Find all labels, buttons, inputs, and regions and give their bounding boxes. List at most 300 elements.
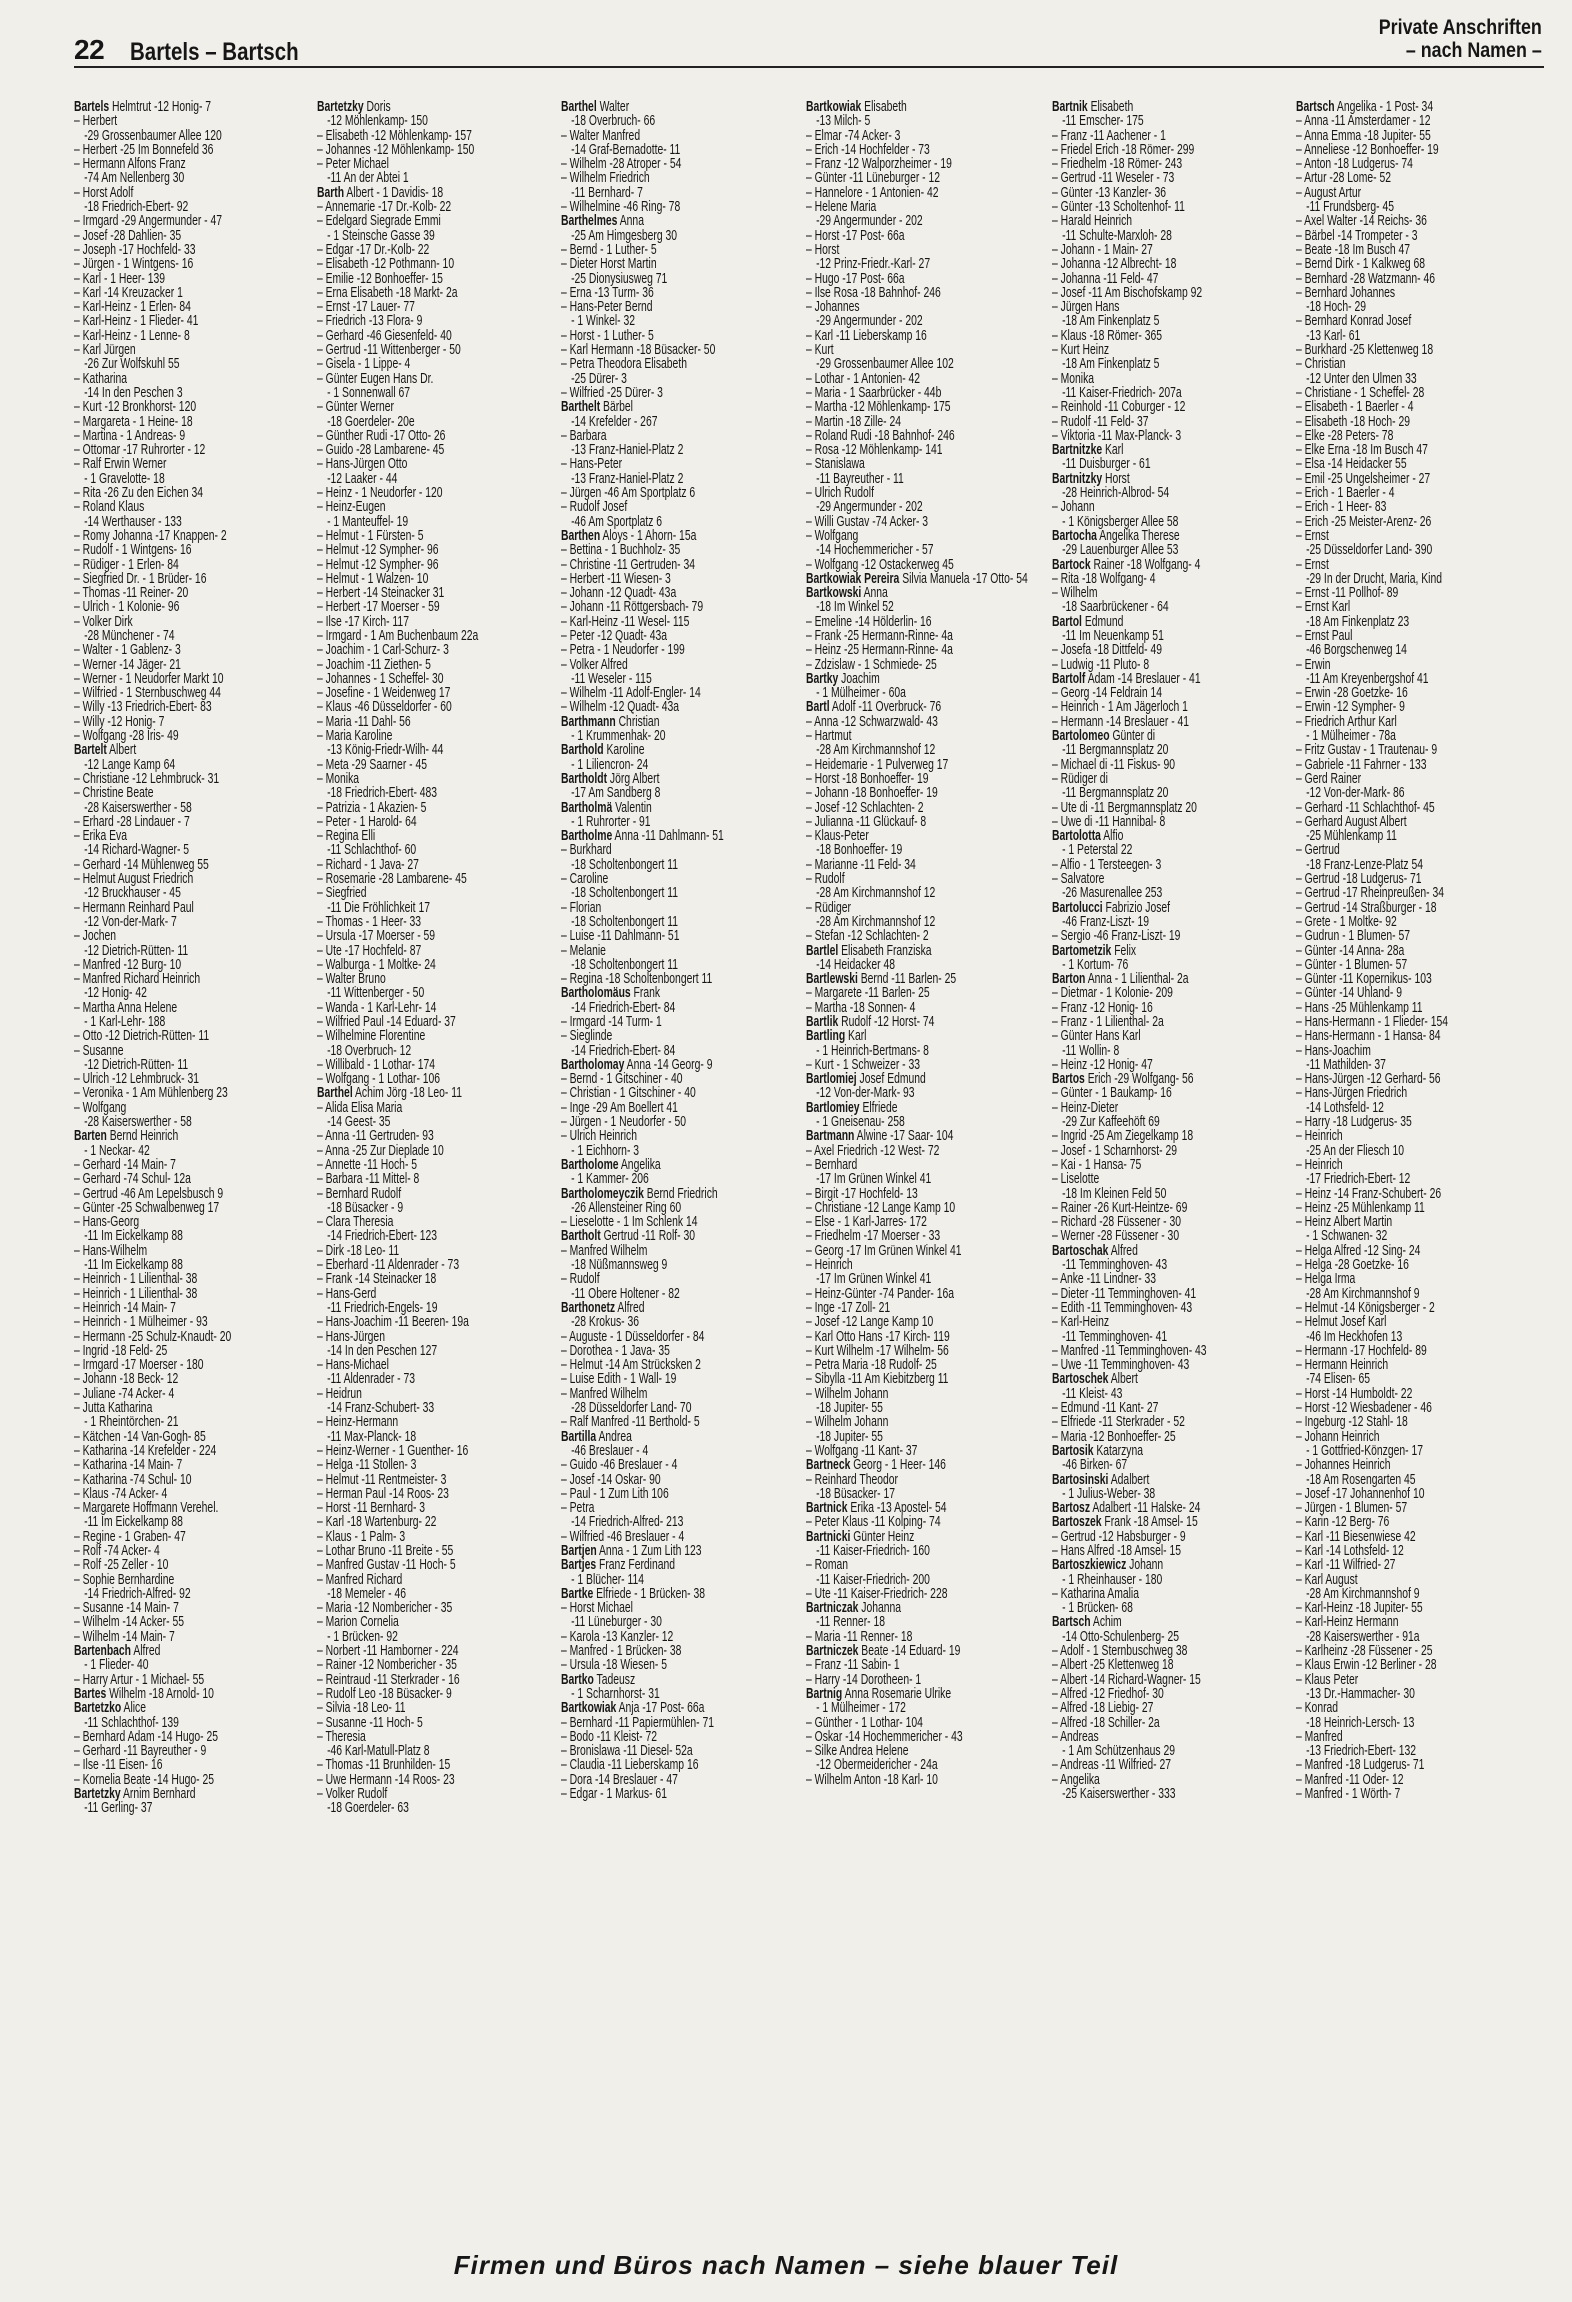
listing-entry: – Horst -14 Humboldt- 22 (1296, 1385, 1413, 1402)
listing-entry: – Guido -46 Breslauer - 4 (561, 1457, 678, 1474)
listing-entry: – Franz -12 Honig- 16 (1052, 999, 1153, 1016)
surname: Barthmann (561, 713, 616, 730)
listing-entry: – Rudolf - 1 Wintgens- 16 (74, 542, 192, 559)
address-line: -18 Hoch- 29 (1306, 299, 1366, 316)
listing-entry: – Heinz -25 Hermann-Rinne- 4a (806, 642, 953, 659)
listing-entry: – Frank -25 Hermann-Rinne- 4a (806, 627, 953, 644)
address-line: -28 Heinrich-Albrod- 54 (1062, 485, 1170, 502)
surname: Bartkowiak (806, 100, 862, 115)
listing-entry: – Georg -14 Feldrain 14 (1052, 685, 1163, 702)
surname: Barthel (317, 1085, 353, 1102)
listing-entry: – Heinrich - 1 Lilienthal- 38 (74, 1271, 198, 1288)
listing-entry: – Katharina -14 Main- 7 (74, 1457, 183, 1474)
listing-entry: – Eberhard -11 Aldenrader - 73 (317, 1257, 460, 1274)
listing-entry: – Ursula -17 Moerser - 59 (317, 928, 436, 945)
address-line: -11 Die Fröhlichkeit 17 (327, 899, 430, 916)
surname-entry (317, 186, 562, 200)
address-line: - 1 Winkel- 32 (571, 313, 636, 330)
listing-entry: – Gisela - 1 Lippe- 4 (317, 356, 411, 373)
address-line: -29 Angermunder - 202 (816, 313, 923, 330)
listing-entry: – Wilhelm -14 Acker- 55 (74, 1614, 184, 1631)
listing-entry: – Karlheinz -28 Füssener - 25 (1296, 1643, 1433, 1660)
listing-entry: – Irmgard -29 Angermunder - 47 (74, 213, 223, 230)
listing-entry: – Josef -12 Lange Kamp 10 (806, 1314, 934, 1331)
entry-text: Adolf -11 Overbruck- 76 (831, 699, 942, 716)
address-line: -14 In den Peschen 3 (84, 384, 183, 401)
listing-entry: – Johannes Heinrich (1296, 1457, 1391, 1474)
address-line: -17 Im Grünen Winkel 41 (816, 1271, 932, 1288)
address-line: -12 Honig- 42 (84, 985, 147, 1002)
address-line: -11 Schlachthof- 60 (327, 842, 417, 859)
listing-entry: – Irmgard -17 Moerser - 180 (74, 1357, 204, 1374)
listing-entry: – Sieglinde (561, 1028, 613, 1045)
surname: Bartosinski (1052, 1471, 1109, 1488)
address-line: -18 Am Rosengarten 45 (1306, 1471, 1416, 1488)
listing-entry: – Silvia -18 Leo- 11 (317, 1700, 406, 1717)
address-line: -11 Weseler - 115 (571, 670, 652, 687)
entry-text: Johann (1129, 1557, 1164, 1574)
address-line: -28 Am Kirchmannshof 12 (816, 913, 936, 930)
entry-text: Angelika - 1 Post- 34 (1336, 100, 1434, 115)
listing-entry: – Else - 1 Karl-Jarres- 172 (806, 1214, 927, 1231)
listing-entry: – Burkhard (561, 842, 612, 859)
listing-entry: – Sergio -46 Franz-Liszt- 19 (1052, 928, 1181, 945)
listing-entry: – Dorothea - 1 Java- 35 (561, 1342, 670, 1359)
listing-entry: – Jochen (74, 928, 117, 945)
listing-entry: – August Artur (1296, 184, 1362, 201)
surname: Bartling (806, 1028, 846, 1045)
entry-text: Erich -29 Wolfgang- 56 (1087, 1071, 1194, 1088)
listing-entry: – Heinrich - 1 Am Jägerloch 1 (1052, 699, 1188, 716)
surname: Bartjes (561, 1557, 597, 1574)
address-line: -29 Angermunder - 202 (816, 499, 923, 516)
listing-entry: – Julianna -11 Glückauf- 8 (806, 813, 927, 830)
listing-entry: – Wolfgang (74, 1099, 127, 1116)
listing-entry: – Grete - 1 Moltke- 92 (1296, 913, 1397, 930)
surname-entry (1052, 100, 1297, 114)
address-line: -12 Dietrich-Rütten- 11 (84, 1056, 189, 1073)
address-line: - 1 Julius-Weber- 38 (1062, 1485, 1156, 1502)
listing-entry: – Johann -12 Quadt- 43a (561, 585, 677, 602)
surname-entry (806, 1644, 1051, 1658)
listing-entry: – Susanne (74, 1042, 124, 1059)
entry-text: Wilhelm -18 Arnold- 10 (109, 1685, 214, 1702)
listing-entry: – Salvatore (1052, 871, 1105, 888)
listing-entry: – Karl-Heinz Hermann (1296, 1614, 1399, 1631)
listing-entry: – Herbert -14 Steinacker 31 (317, 585, 445, 602)
listing-entry: – Erika Eva (74, 828, 127, 845)
listing-entry: – Herbert -25 Im Bonnefeld 36 (74, 141, 214, 158)
address-line: -13 Karl- 61 (1306, 327, 1361, 344)
listing-entry: – Kurt (806, 342, 834, 359)
listing-entry: – Jürgen Hans (1052, 299, 1120, 316)
entry-text: Albert - 1 Davidis- 18 (346, 184, 444, 201)
address-line: -28 Am Kirchmannshof 9 (1306, 1585, 1420, 1602)
listing-entry: – Hans Alfred -18 Amsel- 15 (1052, 1542, 1182, 1559)
listing-entry: – Johann -18 Bonhoeffer- 19 (806, 785, 938, 802)
surname-entry (561, 829, 806, 843)
listing-entry: – Helene Maria (806, 199, 877, 216)
address-line: -11 Bernhard- 7 (571, 184, 643, 201)
listing-entry: – Karl -11 Biesenwiese 42 (1296, 1528, 1416, 1545)
entry-text: Franz Ferdinand (599, 1557, 676, 1574)
listing-entry: – Patrizia - 1 Akazien- 5 (317, 799, 427, 816)
listing-entry: – Wilfried Paul -14 Eduard- 37 (317, 1014, 456, 1030)
surname: Bartes (74, 1685, 107, 1702)
address-line: -12 Bruckhauser - 45 (84, 885, 181, 902)
listing-entry: – Karl -11 Lieberskamp 16 (806, 327, 927, 344)
address-line: -26 Zur Wolfskuhl 55 (84, 356, 180, 373)
listing-entry: – Alfred -12 Friedhof- 30 (1052, 1685, 1164, 1702)
listing-entry: – Anton -18 Ludgerus- 74 (1296, 156, 1413, 173)
address-line: -14 Friedrich-Alfred- 92 (84, 1585, 191, 1602)
entry-text: Anja -17 Post- 66a (618, 1700, 705, 1717)
surname: Bartkowiak Pereira (806, 570, 900, 587)
surname: Bartholomeyczik (561, 1185, 644, 1202)
listing-entry: – Johann - 1 Main- 27 (1052, 241, 1153, 258)
listing-entry: – Ute -17 Hochfeld- 87 (317, 942, 422, 959)
entry-text: Anna Rosemarie Ulrike (844, 1685, 952, 1702)
listing-entry: – Manfred Richard Heinrich (74, 971, 201, 988)
listing-entry: – Wilhelm (1052, 585, 1098, 602)
listing-entry: – Maria - 1 Saarbrücker - 44b (806, 384, 942, 401)
listing-entry: – Heinrich (1296, 1156, 1343, 1173)
listing-entry: – Wilfried -25 Dürer- 3 (561, 384, 663, 401)
listing-entry: – Heidemarie - 1 Pulverweg 17 (806, 756, 949, 773)
address-line: -18 Büsacker - 9 (327, 1199, 404, 1216)
listing-entry: – Irmgard - 1 Am Buchenbaum 22a (317, 627, 479, 644)
listing-entry: – Heinz Albert Martin (1296, 1214, 1393, 1231)
surname-entry (561, 986, 806, 1000)
listing-entry: – Heinz -14 Franz-Schubert- 26 (1296, 1185, 1442, 1202)
listing-entry: – Wilhelm -12 Quadt- 43a (561, 699, 680, 716)
listing-entry: – Edelgard Siegrade Emmi (317, 213, 441, 230)
entry-text: Gertrud -11 Rolf- 30 (603, 1228, 695, 1245)
listing-entry: – Hans-Michael (317, 1357, 389, 1374)
surname: Bartnik (1052, 100, 1088, 115)
listing-entry: – Franz -11 Sabin- 1 (806, 1657, 900, 1674)
entry-text: Karl (848, 1028, 867, 1045)
surname: Bartniczek (806, 1643, 859, 1660)
listing-entry: – Franz - 1 Lilienthal- 2a (1052, 1014, 1164, 1030)
listing-entry: – Günter -13 Kanzler- 36 (1052, 184, 1167, 201)
listing-entry: – Horst - 1 Luther- 5 (561, 327, 654, 344)
surname: Bartkowiak (561, 1700, 617, 1717)
listing-entry: – Rudolf -11 Feld- 37 (1052, 413, 1149, 430)
surname-entry (561, 1587, 806, 1601)
address-line: - 1 Flieder- 40 (84, 1657, 149, 1674)
listing-entry: – Heinz-Günter -74 Pander- 16a (806, 1285, 955, 1302)
address-line: -11 Bergmannsplatz 20 (1062, 742, 1169, 759)
listing-entry: – Alida Elisa Maria (317, 1099, 403, 1116)
listing-entry: – Petra (561, 1500, 595, 1517)
listing-entry: – Siegfried Dr. - 1 Brüder- 16 (74, 570, 207, 587)
listing-entry: – Martha -12 Möhlenkamp- 175 (806, 399, 951, 416)
listing-entry: – Helmut -12 Sympher- 96 (317, 556, 439, 573)
entry-text: Achim Jörg -18 Leo- 11 (355, 1085, 462, 1102)
surname-entry (1052, 1072, 1297, 1086)
listing-entry: – Axel Walter -14 Reichs- 36 (1296, 213, 1427, 230)
listing-entry: – Johannes -12 Möhlenkamp- 150 (317, 141, 475, 158)
listing-entry: – Juliane -74 Acker- 4 (74, 1385, 175, 1402)
listing-entry: – Rüdiger di (1052, 770, 1108, 787)
address-line: -11 Emscher- 175 (1062, 113, 1144, 130)
entry-text: Anna -14 Georg- 9 (626, 1056, 713, 1073)
surname: Bartoszek (1052, 1514, 1102, 1531)
listing-entry: – Friedrich -13 Flora- 9 (317, 313, 423, 330)
surname-entry (561, 1158, 806, 1172)
footer-note: Firmen und Büros nach Namen – siehe blauer Teil (453, 2250, 1119, 2280)
listing-entry: – Karl Hermann -18 Büsacker- 50 (561, 342, 716, 359)
surname-entry (806, 100, 1051, 114)
surname-entry (1052, 1473, 1297, 1487)
listing-entry: – Helmut -14 Königsberger - 2 (1296, 1299, 1435, 1316)
listing-entry: – Bernhard Adam -14 Hugo- 25 (74, 1728, 218, 1745)
surname-entry (561, 1187, 806, 1201)
listing-entry: – Hans -25 Mühlenkamp 11 (1296, 999, 1423, 1016)
address-line: -18 Overbruch- 66 (571, 113, 656, 130)
address-line: - 1 Rheintörchen- 21 (84, 1414, 179, 1431)
address-line: -12 Von-der-Mark- 86 (1306, 785, 1405, 802)
listing-entry: – Manfred -11 Temminghoven- 43 (1052, 1342, 1207, 1359)
listing-entry: – Bernhard (806, 1156, 858, 1173)
surname-entry (561, 743, 806, 757)
listing-entry: – Karl -11 Wilfried- 27 (1296, 1557, 1396, 1574)
listing-entry: – Reinhard Theodor (806, 1471, 898, 1488)
listing-entry: – Martha Anna Helene (74, 999, 178, 1016)
listing-entry: – Erna Elisabeth -18 Markt- 2a (317, 284, 458, 301)
listing-entry: – Horst -11 Bernhard- 3 (317, 1500, 426, 1517)
address-line: -14 Graf-Bernadotte- 11 (571, 141, 681, 158)
listing-entry: – Günther - 1 Lothar- 104 (806, 1714, 923, 1731)
listing-entry: – Volker Rudolf (317, 1786, 388, 1803)
surname-entry (806, 572, 1051, 586)
listing-entry: – Rainer -12 Nombericher - 35 (317, 1657, 457, 1674)
listing-entry: – Hans-Jürgen (317, 1328, 385, 1345)
listing-entry: – Claudia -11 Lieberskamp 16 (561, 1757, 699, 1774)
surname: Bartetzky (317, 100, 364, 115)
entry-text: Bernd Heinrich (109, 1128, 179, 1145)
listing-entry: – Josef -12 Schlachten- 2 (806, 799, 924, 816)
listing-entry: – Oskar -14 Hochemmericher - 43 (806, 1728, 963, 1745)
listing-entry: – Wilhelm -14 Main- 7 (74, 1628, 175, 1645)
listing-entry: – Auguste - 1 Düsseldorfer - 84 (561, 1328, 705, 1345)
surname-entry (1052, 1501, 1297, 1515)
address-line: -18 Friedrich-Ebert- 483 (327, 785, 438, 802)
listing-entry: – Karl Jürgen (74, 342, 136, 359)
listing-entry: – Monika (317, 770, 360, 787)
listing-entry: – Horst Michael (561, 1600, 633, 1617)
listing-entry: – Erich -25 Meister-Arenz- 26 (1296, 513, 1432, 530)
listing-entry: – Peter -12 Quadt- 43a (561, 627, 667, 644)
listing-entry: – Inge -29 Am Boellert 41 (561, 1099, 678, 1116)
entry-text: Alwine -17 Saar- 104 (856, 1128, 954, 1145)
surname: Bartmann (806, 1128, 855, 1145)
surname-entry (317, 100, 562, 114)
listing-entry: – Dieter -11 Temminghoven- 41 (1052, 1285, 1197, 1302)
address-line: -14 Franz-Schubert- 33 (327, 1400, 435, 1417)
listing-entry: – Joseph -17 Hochfeld- 33 (74, 241, 196, 258)
listing-entry: – Wolfgang -12 Ostackerweg 45 (806, 556, 954, 573)
address-line: - 1 Gravelotte- 18 (84, 470, 165, 487)
listing-entry: – Regine - 1 Graben- 47 (74, 1528, 186, 1545)
listing-entry: – Andreas (1052, 1728, 1099, 1745)
listing-entry: – Kornelia Beate -14 Hugo- 25 (74, 1771, 214, 1788)
listing-entry: – Karl -18 Wartenburg- 22 (317, 1514, 437, 1531)
listing-entry: – Ute -11 Kaiser-Friedrich- 228 (806, 1585, 948, 1602)
surname: Bartetzko (74, 1700, 122, 1717)
listing-entry: – Ingrid -25 Am Ziegelkamp 18 (1052, 1128, 1194, 1145)
listing-entry: – Heinz-Eugen (317, 499, 386, 516)
listing-entry: – Kurt - 1 Schweizer - 33 (806, 1056, 921, 1073)
listing-entry: – Hans-Peter Bernd (561, 299, 653, 316)
listing-entry: – Christiane -12 Lehmbruck- 31 (74, 770, 220, 787)
entry-text: Alfred (617, 1299, 645, 1316)
listing-entry: – Albert -25 Klettenweg 18 (1052, 1657, 1174, 1674)
listing-entry: – Paul - 1 Zum Lith 106 (561, 1485, 669, 1502)
listing-entry: – Anna -11 Gertruden- 93 (317, 1128, 434, 1145)
address-line: - 1 Eichhorn- 3 (571, 1142, 640, 1159)
listing-entry: – Peter Klaus -11 Kolping- 74 (806, 1514, 941, 1531)
address-line: -18 Friedrich-Ebert- 92 (84, 199, 189, 216)
listing-entry: – Karl -14 Lothsfeld- 12 (1296, 1542, 1404, 1559)
listing-entry: – Karl-Heinz -11 Wesel- 115 (561, 613, 690, 630)
page-header (74, 14, 1542, 64)
entry-text: Johanna (861, 1600, 902, 1617)
listing-entry: – Wolfgang -28 Iris- 49 (74, 728, 179, 745)
listing-entry: – Anke -11 Lindner- 33 (1052, 1271, 1157, 1288)
address-line: -11 Im Eickelkamp 88 (84, 1257, 183, 1274)
listing-entry: – Gerhard -11 Schlachthof- 45 (1296, 799, 1435, 816)
surname-entry (1052, 443, 1297, 457)
entry-text: Angelika Therese (1099, 527, 1180, 544)
listing-entry: – Bernhard Konrad Josef (1296, 313, 1412, 330)
surname: Bartke (561, 1585, 594, 1602)
listing-entry: – Hans-Joachim -11 Beeren- 19a (317, 1314, 469, 1331)
listing-entry: – Hermann -14 Breslauer - 41 (1052, 713, 1190, 730)
listing-entry: – Klaus -74 Acker- 4 (74, 1485, 168, 1502)
listing-entry: – Elisabeth -12 Möhlenkamp- 157 (317, 127, 472, 144)
listing-entry: – Hartmut (806, 728, 852, 745)
listing-entry: – Uwe di -11 Hannibal- 8 (1052, 813, 1166, 830)
listing-entry: – Erich -14 Hochfelder - 73 (806, 141, 930, 158)
surname: Bartholomäus (561, 985, 631, 1002)
listing-entry: – Erna -13 Turm- 36 (561, 284, 654, 301)
listing-entry: – Klaus Erwin -12 Berliner - 28 (1296, 1657, 1437, 1674)
address-line: -18 Am Finkenplatz 23 (1306, 613, 1410, 630)
listing-entry: – Johann Heinrich (1296, 1428, 1380, 1445)
address-line: -29 Grossenbaumer Allee 102 (816, 356, 954, 373)
listing-entry: – Maria -11 Dahl- 56 (317, 713, 411, 730)
listing-entry: – Horst (806, 241, 840, 258)
surname-entry (561, 1544, 806, 1558)
listing-entry: – Lieselotte - 1 Im Schlenk 14 (561, 1214, 698, 1231)
address-line: - 1 Blücher- 114 (571, 1571, 645, 1588)
listing-entry: – Johann (1052, 499, 1095, 516)
surname: Barten (74, 1128, 107, 1145)
address-line: -13 Milch- 5 (816, 113, 871, 130)
entry-text: Anna -11 Dahlmann- 51 (614, 828, 724, 845)
address-line: -12 Lange Kamp 64 (84, 756, 176, 773)
listing-entry: – Manfred Wilhelm (561, 1385, 648, 1402)
address-line: -11 Obere Holtener - 82 (571, 1285, 680, 1302)
surname-entry (806, 944, 1051, 958)
listing-entry: – Katharina Amalia (1052, 1585, 1139, 1602)
surname-entry (806, 1458, 1051, 1472)
entry-text: Valentin (615, 799, 652, 816)
listing-entry: – Herbert -11 Wiesen- 3 (561, 570, 671, 587)
address-line: -11 Friedrich-Engels- 19 (327, 1299, 438, 1316)
listing-entry: – Petra - 1 Neudorfer - 199 (561, 642, 685, 659)
listing-entry: – Petra Theodora Elisabeth (561, 356, 687, 373)
listing-entry: – Martina - 1 Andreas- 9 (74, 427, 186, 444)
listing-entry: – Gertrud -17 Rheinpreußen- 34 (1296, 885, 1445, 902)
listing-entry: – Wolfgang - 1 Lothar- 106 (317, 1071, 441, 1088)
surname: Bartkowski (806, 585, 862, 602)
surname-entry (561, 100, 806, 114)
listing-entry: – Siegfried (317, 885, 367, 902)
surname-entry (561, 529, 806, 543)
entry-text: Georg - 1 Heer- 146 (853, 1457, 946, 1474)
surname-entry (561, 772, 806, 786)
listing-entry: – Klaus -18 Römer- 365 (1052, 327, 1163, 344)
address-line: -17 Im Grünen Winkel 41 (816, 1171, 932, 1188)
address-line: - 1 Am Schützenhaus 29 (1062, 1743, 1175, 1760)
listing-entry: – Elsa -14 Heidacker 55 (1296, 456, 1407, 473)
listing-entry: – Günter -11 Lüneburger - 12 (806, 170, 941, 187)
address-line: -46 Franz-Liszt- 19 (1062, 913, 1150, 930)
listing-entry: – Hans-Peter (561, 456, 623, 473)
listing-entry: – Bettina - 1 Buchholz- 35 (561, 542, 681, 559)
listing-entry: – Dirk -18 Leo- 11 (317, 1242, 400, 1259)
listing-entry: – Günter - 1 Blumen- 57 (1296, 956, 1408, 973)
listing-entry: – Kurt Wilhelm -17 Wilhelm- 56 (806, 1342, 949, 1359)
address-line: -18 Am Finkenplatz 5 (1062, 356, 1160, 373)
surname: Bartolucci (1052, 899, 1103, 916)
listing-entry: – Sibylla -11 Am Kiebitzberg 11 (806, 1371, 949, 1388)
address-line: -28 Krokus- 36 (571, 1314, 640, 1331)
surname: Barthonetz (561, 1299, 616, 1316)
listing-entry: – Artur -28 Lome- 52 (1296, 170, 1392, 187)
address-line: - 1 Schwanen- 32 (1306, 1228, 1388, 1245)
listing-entry: – Ulrich Heinrich (561, 1128, 638, 1145)
address-line: -11 Wollin- 8 (1062, 1042, 1120, 1059)
listing-entry: – Regina Elli (317, 828, 376, 845)
listing-entry: – Jutta Katharina (74, 1400, 153, 1417)
listing-entry: – Lothar Bruno -11 Breite - 55 (317, 1542, 454, 1559)
address-line: -28 Münchener - 74 (84, 627, 175, 644)
address-line: -11 Lüneburger - 30 (571, 1614, 662, 1631)
surname-entry (806, 1687, 1051, 1701)
surname: Bartosz (1052, 1500, 1091, 1517)
listing-entry: – Dietmar - 1 Kolonie- 209 (1052, 985, 1173, 1002)
listing-entry: – Bernd Dirk - 1 Kalkweg 68 (1296, 256, 1426, 273)
listing-entry: – Bernhard -28 Watzmann- 46 (1296, 270, 1435, 287)
listing-entry: – Karl-Heinz - 1 Erlen- 84 (74, 299, 191, 316)
listing-entry: – Ilse -11 Eisen- 16 (74, 1757, 163, 1774)
listing-entry: – Manfred Gustav -11 Hoch- 5 (317, 1557, 456, 1574)
listing-entry: – Heinrich (1296, 1128, 1343, 1145)
entry-text: Felix (1114, 942, 1137, 959)
surname: Bartolotta (1052, 828, 1101, 845)
listing-entry: – Thomas - 1 Heer- 33 (317, 913, 422, 930)
listing-entry: – Hannelore - 1 Antonien- 42 (806, 184, 939, 201)
entry-text: Albert (109, 742, 137, 759)
listing-entry: – Monika (1052, 370, 1095, 387)
address-line: - 1 Königsberger Allee 58 (1062, 513, 1179, 530)
address-line: -46 Breslauer - 4 (571, 1442, 649, 1459)
listing-entry: – Bernhard Rudolf (317, 1185, 402, 1202)
